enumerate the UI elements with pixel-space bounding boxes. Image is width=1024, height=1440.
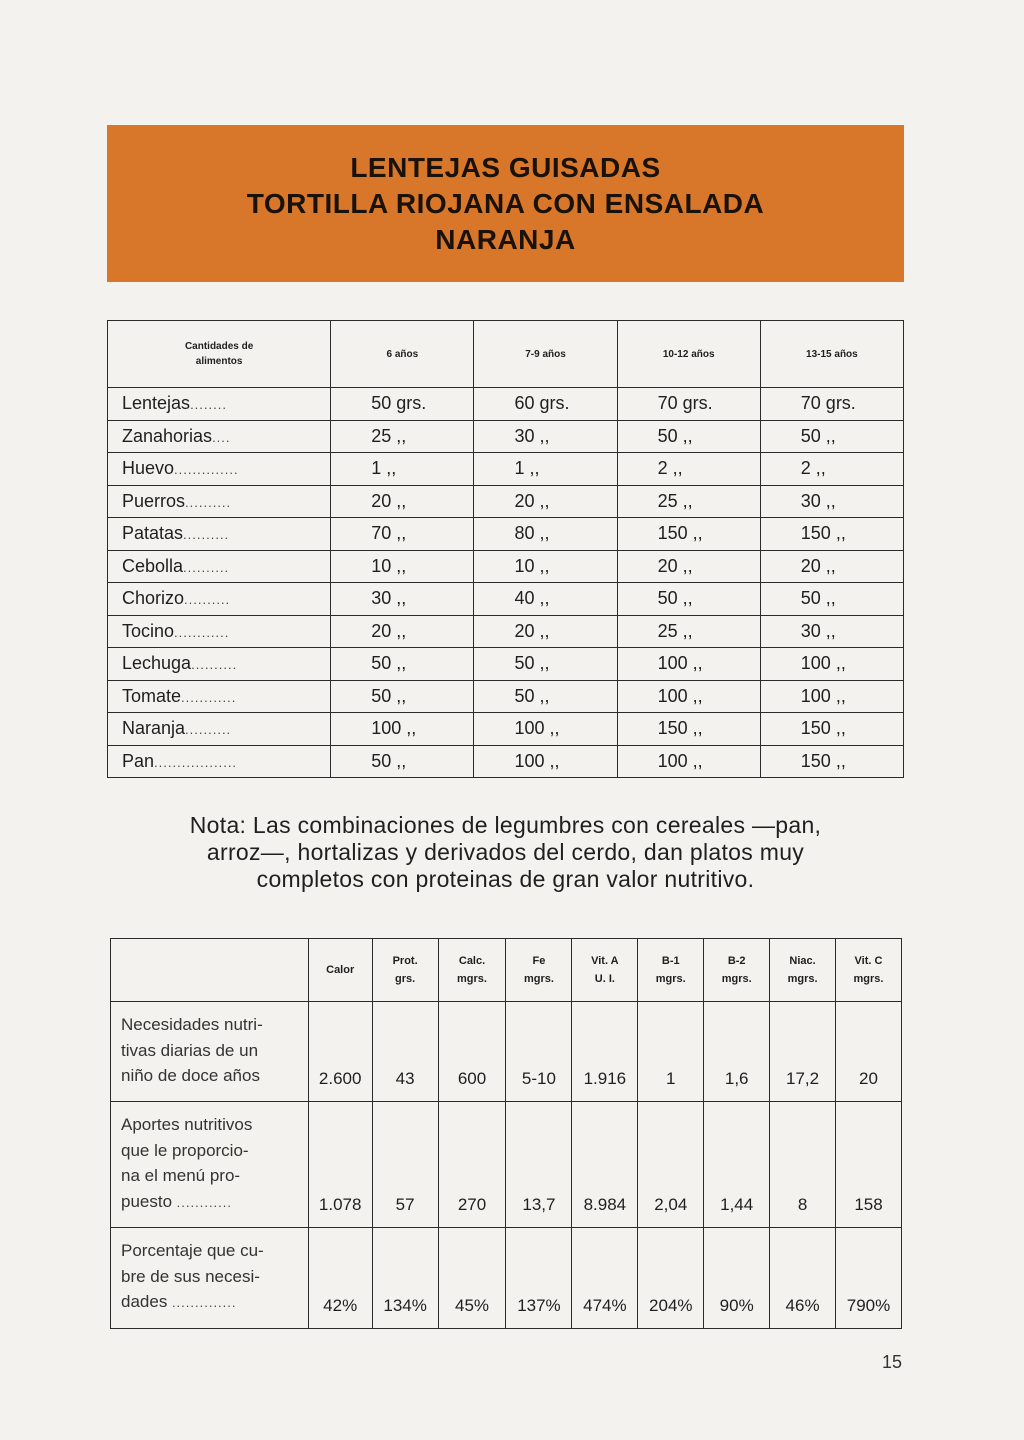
nutrient-column-header [836, 939, 902, 1002]
food-name: Puerros [122, 490, 186, 511]
nutrient-name: Prot. [392, 955, 418, 967]
food-column-header-line-1: Cantidades de [184, 341, 254, 352]
quantity-cell: 40 ,, [474, 583, 617, 616]
row-label-line: puesto [121, 1191, 173, 1211]
quantity-cell: 100 ,, [331, 713, 474, 746]
quantity-cell: 100 ,, [474, 745, 617, 778]
nutrient-value-cell: 90% [704, 1228, 770, 1329]
quantity-cell: 100 ,, [617, 680, 760, 713]
quantity-cell: 25 ,, [617, 615, 760, 648]
row-label-line: niño de doce años [121, 1066, 260, 1085]
nutrient-value-cell: 1.916 [572, 1002, 638, 1102]
row-label-line: bre de sus necesi- [121, 1266, 260, 1286]
food-name: Pan [122, 750, 155, 771]
quantity-cell: 50 ,, [617, 420, 760, 453]
page-number: 15 [882, 1352, 903, 1372]
food-name: Patatas [122, 523, 184, 544]
nutrient-column-header [438, 939, 506, 1002]
age-column-header: 10-12 años [617, 321, 760, 388]
food-name: Chorizo [122, 588, 185, 609]
quantity-cell: 100 ,, [617, 648, 760, 681]
quantity-cell: 50 ,, [331, 648, 474, 681]
nutrient-value-cell: 20 [836, 1002, 902, 1102]
food-column-header-line-2: alimentos [195, 356, 243, 367]
food-table-header-row [108, 321, 904, 388]
quantity-cell: 30 ,, [760, 615, 903, 648]
row-label-line: na el menú pro- [121, 1166, 241, 1185]
quantity-cell: 25 ,, [617, 485, 760, 518]
food-name-cell: Tomate............ [108, 680, 331, 713]
nutrient-value-cell: 137% [506, 1228, 572, 1329]
nutrient-unit: mgrs. [853, 973, 884, 985]
nutrient-value-cell: 1 [638, 1002, 704, 1102]
row-label-line: dades [121, 1292, 168, 1311]
nutrient-value-cell: 57 [372, 1102, 438, 1228]
nutrient-column-header [308, 939, 372, 1002]
nutrient-value-cell: 42% [308, 1228, 372, 1329]
table-row [108, 485, 904, 518]
note-line-3: completos con proteinas de gran valor nutritivo. [256, 866, 755, 892]
quantity-cell: 50 ,, [760, 420, 903, 453]
nutrient-value-cell: 43 [372, 1002, 438, 1102]
nutrient-name: Vit. A [591, 955, 619, 967]
quantity-cell: 100 ,, [760, 680, 903, 713]
food-name: Lechuga [122, 653, 192, 674]
quantity-cell: 150 ,, [760, 745, 903, 778]
row-label-cell [111, 1002, 309, 1102]
quantity-cell: 150 ,, [760, 713, 903, 746]
table-row [111, 1002, 902, 1102]
food-name: Naranja [122, 718, 186, 739]
quantity-cell: 30 ,, [474, 420, 617, 453]
quantity-cell: 50 ,, [331, 745, 474, 778]
nutrient-name: Fe [532, 955, 546, 967]
title-banner [107, 125, 904, 282]
table-row [108, 648, 904, 681]
table-row [108, 745, 904, 778]
quantity-cell: 150 ,, [760, 518, 903, 551]
quantity-cell: 20 ,, [617, 550, 760, 583]
nutrient-unit: mgrs. [457, 973, 487, 985]
quantity-cell: 50 ,, [617, 583, 760, 616]
row-label-line: Aportes nutritivos [121, 1115, 253, 1134]
nutrient-value-cell: 600 [438, 1002, 506, 1102]
quantity-cell: 1 ,, [331, 453, 474, 486]
quantity-cell: 100 ,, [617, 745, 760, 778]
quantity-cell: 1 ,, [474, 453, 617, 486]
food-quantities-table [107, 320, 904, 778]
nutrition-note [107, 812, 904, 893]
food-name-cell: Zanahorias.... [108, 420, 331, 453]
nutrient-value-cell: 2,04 [638, 1102, 704, 1228]
nutrient-value-cell: 5-10 [506, 1002, 572, 1102]
table-row [108, 388, 904, 421]
nutrient-value-cell: 17,2 [770, 1002, 836, 1102]
nutrient-column-header [638, 939, 704, 1002]
nutrient-value-cell: 474% [572, 1228, 638, 1329]
quantity-cell: 25 ,, [331, 420, 474, 453]
food-name: Huevo [122, 458, 175, 479]
quantity-cell: 100 ,, [474, 713, 617, 746]
nutrient-name: Calor [326, 964, 355, 976]
table-row [108, 453, 904, 486]
nutrient-unit: grs. [395, 973, 416, 985]
nutrient-value-cell: 13,7 [506, 1102, 572, 1228]
quantity-cell: 2 ,, [617, 453, 760, 486]
table-row [108, 420, 904, 453]
quantity-cell: 20 ,, [474, 615, 617, 648]
food-name: Tomate [122, 685, 182, 706]
banner-title-line-2: TORTILLA RIOJANA CON ENSALADA [246, 187, 765, 219]
nutrition-empty-header [111, 939, 309, 1002]
food-name-cell: Naranja.......... [108, 713, 331, 746]
row-label-line: tivas diarias de un [121, 1040, 259, 1060]
nutrient-value-cell: 1,44 [704, 1102, 770, 1228]
nutrient-value-cell: 790% [836, 1228, 902, 1329]
age-column-header: 7-9 años [474, 321, 617, 388]
age-column-header: 13-15 años [760, 321, 903, 388]
table-row [111, 1102, 902, 1228]
nutrient-name: Vit. C [854, 955, 883, 967]
nutrient-unit: mgrs. [787, 973, 818, 985]
nutrient-value-cell: 45% [438, 1228, 506, 1329]
food-column-header [108, 321, 331, 388]
nutrient-name: Niac. [789, 955, 816, 967]
quantity-cell: 30 ,, [331, 583, 474, 616]
quantity-cell: 80 ,, [474, 518, 617, 551]
food-name-cell: Chorizo.......... [108, 583, 331, 616]
food-name-cell: Puerros.......... [108, 485, 331, 518]
banner-title-line-3: NARANJA [435, 223, 576, 255]
nutrition-comparison-table [110, 938, 902, 1329]
nutrient-unit: U. I. [594, 973, 615, 985]
quantity-cell: 10 ,, [331, 550, 474, 583]
nutrient-value-cell: 134% [372, 1228, 438, 1329]
table-row [111, 1228, 902, 1329]
nutrition-table-header-row [111, 939, 902, 1002]
food-name: Zanahorias [122, 425, 213, 446]
nutrient-value-cell: 8.984 [572, 1102, 638, 1228]
quantity-cell: 30 ,, [760, 485, 903, 518]
nutrient-column-header [704, 939, 770, 1002]
nutrient-unit: mgrs. [721, 973, 752, 985]
quantity-cell: 70 grs. [760, 388, 903, 421]
nutrient-column-header [372, 939, 438, 1002]
table-row [108, 615, 904, 648]
table-row [108, 518, 904, 551]
banner-title-line-1: LENTEJAS GUISADAS [350, 151, 661, 183]
quantity-cell: 60 grs. [474, 388, 617, 421]
food-name-cell: Tocino............ [108, 615, 331, 648]
table-row [108, 583, 904, 616]
note-line-2: arroz—, hortalizas y derivados del cerdo, dan platos muy [206, 839, 805, 865]
note-line-1: Nota: Las combinaciones de legumbres con cereales —pan, [189, 812, 822, 838]
food-name-cell: Huevo.............. [108, 453, 331, 486]
nutrient-unit: mgrs. [655, 973, 686, 985]
quantity-cell: 10 ,, [474, 550, 617, 583]
food-name-cell: Patatas.......... [108, 518, 331, 551]
food-name: Tocino [122, 620, 175, 641]
quantity-cell: 20 ,, [331, 615, 474, 648]
row-label-line: Necesidades nutri- [121, 1015, 263, 1034]
nutrient-value-cell: 270 [438, 1102, 506, 1228]
nutrient-value-cell: 204% [638, 1228, 704, 1329]
nutrient-value-cell: 158 [836, 1102, 902, 1228]
quantity-cell: 70 ,, [331, 518, 474, 551]
quantity-cell: 50 ,, [474, 680, 617, 713]
row-label-cell: Porcentaje que cu- bre de sus necesi- dades .............. [111, 1228, 309, 1329]
food-name-cell: Lechuga.......... [108, 648, 331, 681]
quantity-cell: 50 ,, [760, 583, 903, 616]
nutrient-column-header [572, 939, 638, 1002]
nutrient-name: B-1 [661, 955, 680, 967]
quantity-cell: 150 ,, [617, 518, 760, 551]
nutrient-name: Calc. [458, 955, 486, 967]
quantity-cell: 70 grs. [617, 388, 760, 421]
quantity-cell: 150 ,, [617, 713, 760, 746]
food-name-cell: Cebolla.......... [108, 550, 331, 583]
quantity-cell: 20 ,, [331, 485, 474, 518]
table-row [108, 713, 904, 746]
nutrient-value-cell: 46% [770, 1228, 836, 1329]
table-row [108, 550, 904, 583]
nutrient-column-header [770, 939, 836, 1002]
nutrient-value-cell: 2.600 [308, 1002, 372, 1102]
quantity-cell: 20 ,, [474, 485, 617, 518]
food-name: Lentejas [122, 393, 191, 414]
nutrient-name: B-2 [727, 955, 746, 967]
nutrient-value-cell: 1.078 [308, 1102, 372, 1228]
row-label-line: Porcentaje que cu- [121, 1241, 264, 1260]
quantity-cell: 50 ,, [474, 648, 617, 681]
nutrient-value-cell: 8 [770, 1102, 836, 1228]
nutrient-unit: mgrs. [523, 973, 554, 985]
row-label-line: que le proporcio- [121, 1140, 249, 1160]
quantity-cell: 20 ,, [760, 550, 903, 583]
nutrient-column-header [506, 939, 572, 1002]
quantity-cell: 50 ,, [331, 680, 474, 713]
food-name-cell: Pan.................. [108, 745, 331, 778]
nutrient-value-cell: 1,6 [704, 1002, 770, 1102]
food-name-cell: Lentejas........ [108, 388, 331, 421]
food-name: Cebolla [122, 555, 184, 576]
table-row [108, 680, 904, 713]
quantity-cell: 2 ,, [760, 453, 903, 486]
age-column-header: 6 años [331, 321, 474, 388]
quantity-cell: 100 ,, [760, 648, 903, 681]
row-label-cell: Aportes nutritivos que le proporcio- na el menú pro- puesto ............ [111, 1102, 309, 1228]
quantity-cell: 50 grs. [331, 388, 474, 421]
